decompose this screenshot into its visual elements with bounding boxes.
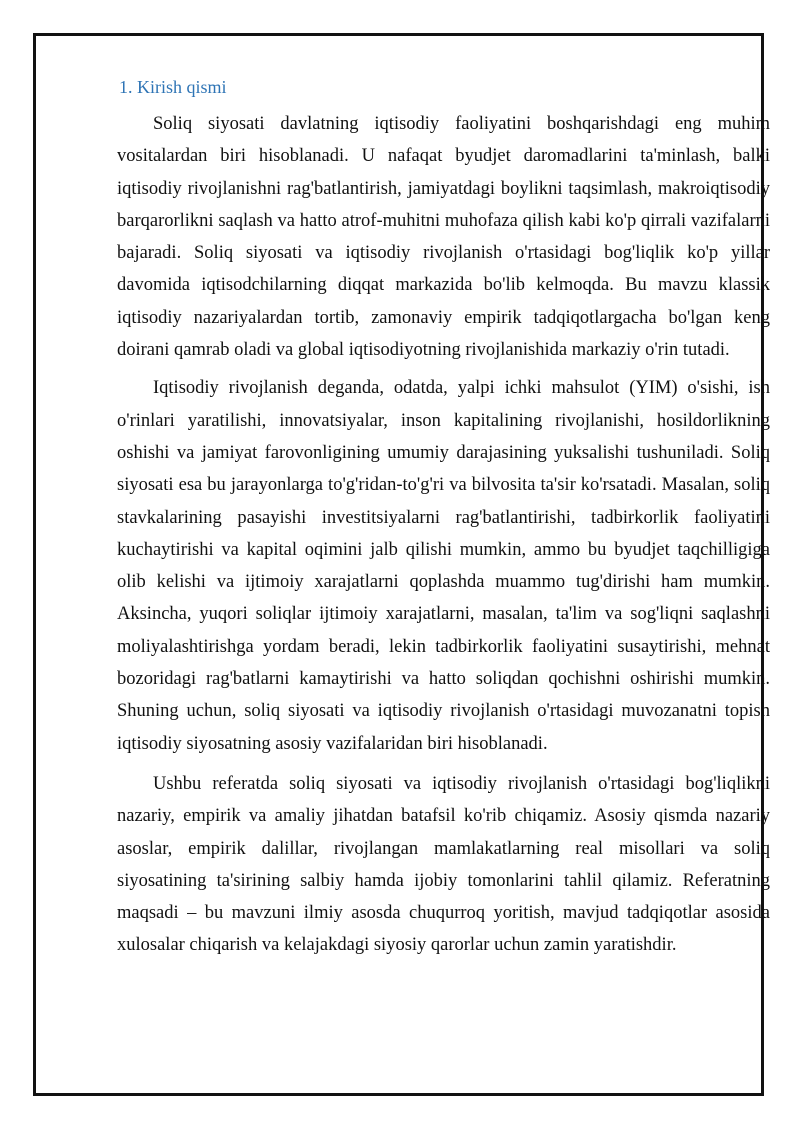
section-heading: 1. Kirish qismi: [119, 77, 227, 97]
paragraph-economic-development: Iqtisodiy rivojlanish deganda, odatda, yalpi ichki mahsulot (YIM) o'sishi, ish o'rinlari yaratilishi, innovatsiyalar, inson kapitalining rivojlanishi, hosildorlikning oshishi va jamiyat farovonligining umumiy darajasining yuksalishi tushuniladi. Soliq siyosati esa bu jarayonlarga to'g'ridan-to'g'ri va bilvosita ta'sir ko'rsatadi. Masalan, soliq stavkalarining pasayishi investitsiyalarni rag'batlantirishi, tadbirkorlik faoliyatini kuchaytirishi va kapital oqimini jalb qilishi mumkin, ammo bu byudjet taqchilligiga olib kelishi va ijtimoiy xarajatlarni qoplashda muammo tug'dirishi ham mumkin. Aksincha, yuqori soliqlar ijtimoiy xarajatlarni, masalan, ta'lim va sog'liqni saqlashni moliyalashtirishga yordam beradi, lekin tadbirkorlik faoliyatini susaytirishi, mehnat bozoridagi rag'batlarni kamaytirishi va hatto soliqdan qochishni oshirishi mumkin. Shuning uchun, soliq siyosati va iqtisodiy rivojlanish o'rtasidagi muvozanatni topish iqtisodiy siyosatning asosiy vazifalaridan biri hisoblanadi.: [117, 378, 770, 754]
document-body: [117, 72, 770, 962]
paragraph-intro: Soliq siyosati davlatning iqtisodiy faoliyatini boshqarishdagi eng muhim vositalardan biri hisoblanadi. U nafaqat byudjet daromadlarini ta'minlash, balki iqtisodiy rivojlanishni rag'batlantirish, jamiyatdagi boylikni taqsimlash, makroiqtisodiy barqarorlikni saqlash va hatto atrof-muhitni muhofaza qilish kabi ko'p qirrali vazifalarni bajaradi. Soliq siyosati va iqtisodiy rivojlanish o'rtasidagi bog'liqlik ko'p yillar davomida iqtisodchilarning diqqat markazida bo'lib kelmoqda. Bu mavzu klassik iqtisodiy nazariyalardan tortib, zamonaviy empirik tadqiqotlargacha bo'lgan keng doirani qamrab oladi va global iqtisodiyotning rivojlanishida markaziy o'rin tutadi.: [117, 114, 770, 361]
paragraph-referat-purpose: Ushbu referatda soliq siyosati va iqtisodiy rivojlanish o'rtasidagi bog'liqlikni nazariy, empirik va amaliy jihatdan batafsil ko'rib chiqamiz. Asosiy qismda nazariy asoslar, empirik dalillar, rivojlangan mamlakatlarning real misollari va soliq siyosatining ta'sirining salbiy hamda ijobiy tomonlarini tahlil qilamiz. Referatning maqsadi – bu mavzuni ilmiy asosda chuqurroq yoritish, mavjud tadqiqotlar asosida xulosalar chiqarish va kelajakdagi siyosiy qarorlar uchun zamin yaratishdir.: [117, 773, 770, 956]
